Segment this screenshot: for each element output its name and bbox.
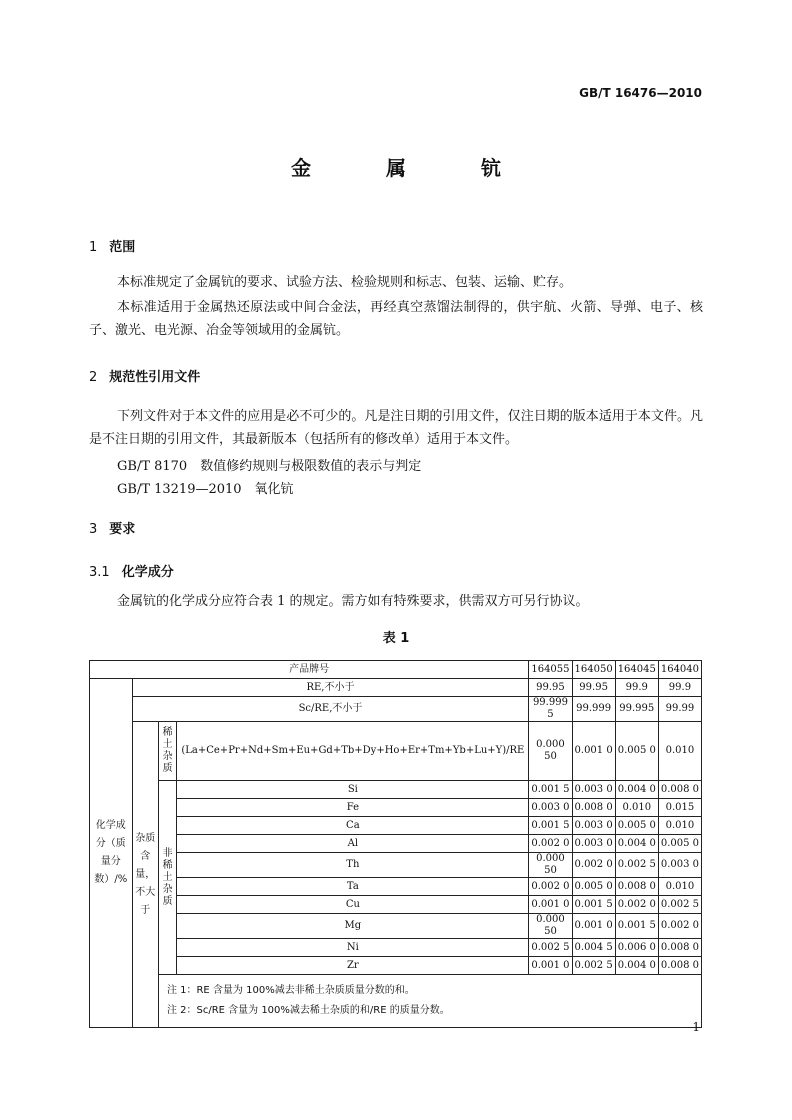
value-cell: 99.9 bbox=[615, 679, 658, 697]
value-cell: 0.008 0 bbox=[615, 878, 658, 896]
section-3-1-heading bbox=[89, 561, 174, 580]
table-row bbox=[90, 679, 702, 697]
re-impurity-formula: (La+Ce+Pr+Nd+Sm+Eu+Gd+Tb+Dy+Ho+Er+Tm+Yb+Lu+Y)/RE bbox=[177, 722, 529, 781]
element-cell: Fe bbox=[177, 799, 529, 817]
value-cell: 0.008 0 bbox=[658, 939, 701, 957]
composition-table bbox=[89, 660, 702, 1028]
section-1-title: 范围 bbox=[109, 240, 136, 255]
value-cell: 0.010 bbox=[615, 799, 658, 817]
value-cell: 0.001 5 bbox=[615, 914, 658, 939]
section-1-heading bbox=[89, 236, 135, 255]
section-3-1-title: 化学成分 bbox=[121, 565, 174, 580]
element-cell: Ni bbox=[177, 939, 529, 957]
header-label: 产品牌号 bbox=[90, 661, 529, 679]
table-row bbox=[90, 722, 702, 781]
grade-cell: 164055 bbox=[529, 661, 572, 679]
value-cell: 0.001 5 bbox=[529, 781, 572, 799]
value-cell: 0.000 50 bbox=[529, 853, 572, 878]
table-row bbox=[90, 878, 702, 896]
value-cell: 0.001 0 bbox=[572, 914, 615, 939]
row-label: RE,不小于 bbox=[132, 679, 529, 697]
value-cell: 0.001 0 bbox=[529, 957, 572, 975]
table-row bbox=[90, 914, 702, 939]
section-1-paragraph-2: 本标准适用于金属热还原法或中间合金法，再经真空蒸馏法制得的，供宇航、火箭、导弹、电子、核子、激光、电光源、冶金等领域用的金属钪。 bbox=[89, 300, 703, 338]
value-cell: 99.999 bbox=[572, 697, 615, 722]
value-cell: 0.002 0 bbox=[658, 914, 701, 939]
section-3-number: 3 bbox=[89, 522, 98, 537]
value-cell: 0.004 0 bbox=[615, 781, 658, 799]
value-cell: 0.008 0 bbox=[572, 799, 615, 817]
element-cell: Zr bbox=[177, 957, 529, 975]
element-cell: Ta bbox=[177, 878, 529, 896]
table-caption: 表 1 bbox=[382, 631, 410, 646]
section-1-paragraph-1: 本标准规定了金属钪的要求、试验方法、检验规则和标志、包装、运输、贮存。 bbox=[117, 275, 573, 290]
value-cell: 0.006 0 bbox=[615, 939, 658, 957]
element-cell: Cu bbox=[177, 896, 529, 914]
value-cell: 0.005 0 bbox=[615, 817, 658, 835]
standard-code: GB/T 16476—2010 bbox=[579, 86, 702, 100]
value-cell: 0.002 5 bbox=[658, 896, 701, 914]
value-cell: 0.001 5 bbox=[572, 896, 615, 914]
element-cell: Ca bbox=[177, 817, 529, 835]
document-title: 金 属 钪 bbox=[291, 156, 535, 180]
value-cell: 0.000 50 bbox=[529, 722, 572, 781]
value-cell: 99.995 bbox=[615, 697, 658, 722]
section-1-number: 1 bbox=[89, 240, 98, 255]
table-header-row bbox=[90, 661, 702, 679]
section-2-title: 规范性引用文件 bbox=[109, 370, 201, 385]
value-cell: 0.008 0 bbox=[658, 781, 701, 799]
impurity-label: 杂质含量，不大于 bbox=[132, 722, 158, 1028]
element-cell: Th bbox=[177, 853, 529, 878]
re-impurity-label: 稀土杂质 bbox=[158, 722, 176, 781]
value-cell: 99.999 5 bbox=[529, 697, 572, 722]
value-cell: 0.001 0 bbox=[529, 896, 572, 914]
value-cell: 0.004 0 bbox=[615, 835, 658, 853]
value-cell: 0.008 0 bbox=[658, 957, 701, 975]
value-cell: 0.002 0 bbox=[572, 853, 615, 878]
group-label: 化学成分（质量分数）/% bbox=[90, 679, 133, 1028]
reference-item: GB/T 8170 数值修约规则与极限数值的表示与判定 bbox=[117, 459, 422, 474]
table-row bbox=[90, 817, 702, 835]
value-cell: 0.010 bbox=[658, 817, 701, 835]
value-cell: 0.000 50 bbox=[529, 914, 572, 939]
value-cell: 0.005 0 bbox=[615, 722, 658, 781]
value-cell: 0.002 0 bbox=[615, 896, 658, 914]
table-note: 注 2：Sc/RE 含量为 100%减去稀土杂质的和/RE 的质量分数。 bbox=[166, 1005, 450, 1016]
value-cell: 0.010 bbox=[658, 722, 701, 781]
element-cell: Mg bbox=[177, 914, 529, 939]
element-cell: Al bbox=[177, 835, 529, 853]
section-2-number: 2 bbox=[89, 370, 98, 385]
row-label: Sc/RE,不小于 bbox=[132, 697, 529, 722]
table-row bbox=[90, 835, 702, 853]
value-cell: 0.003 0 bbox=[572, 835, 615, 853]
value-cell: 0.004 0 bbox=[615, 957, 658, 975]
value-cell: 99.9 bbox=[658, 679, 701, 697]
grade-cell: 164040 bbox=[658, 661, 701, 679]
table-row bbox=[90, 697, 702, 722]
value-cell: 0.002 5 bbox=[529, 939, 572, 957]
section-3-1-number: 3.1 bbox=[89, 565, 110, 580]
table-row bbox=[90, 939, 702, 957]
section-2-paragraph-1: 下列文件对于本文件的应用是必不可少的。凡是注日期的引用文件，仅注日期的版本适用于本文件。凡是不注日期的引用文件，其最新版本（包括所有的修改单）适用于本文件。 bbox=[89, 409, 703, 447]
grade-cell: 164050 bbox=[572, 661, 615, 679]
table-notes-row bbox=[90, 975, 702, 1028]
section-3-heading bbox=[89, 518, 135, 537]
value-cell: 0.003 0 bbox=[658, 853, 701, 878]
value-cell: 99.99 bbox=[658, 697, 701, 722]
table-row bbox=[90, 853, 702, 878]
value-cell: 99.95 bbox=[572, 679, 615, 697]
value-cell: 0.004 5 bbox=[572, 939, 615, 957]
section-3-title: 要求 bbox=[109, 522, 136, 537]
value-cell: 0.002 0 bbox=[529, 878, 572, 896]
table-note: 注 1：RE 含量为 100%减去非稀土杂质质量分数的和。 bbox=[166, 985, 415, 996]
value-cell: 0.003 0 bbox=[572, 781, 615, 799]
grade-cell: 164045 bbox=[615, 661, 658, 679]
table-row bbox=[90, 799, 702, 817]
value-cell: 0.010 bbox=[658, 878, 701, 896]
element-cell: Si bbox=[177, 781, 529, 799]
section-2-heading bbox=[89, 366, 200, 385]
table-row bbox=[90, 781, 702, 799]
value-cell: 0.015 bbox=[658, 799, 701, 817]
table-notes bbox=[158, 975, 701, 1028]
table-row bbox=[90, 896, 702, 914]
value-cell: 0.003 0 bbox=[529, 799, 572, 817]
reference-item: GB/T 13219—2010 氧化钪 bbox=[117, 482, 294, 497]
value-cell: 0.005 0 bbox=[658, 835, 701, 853]
value-cell: 99.95 bbox=[529, 679, 572, 697]
page-number: 1 bbox=[692, 1020, 700, 1034]
value-cell: 0.002 0 bbox=[529, 835, 572, 853]
value-cell: 0.005 0 bbox=[572, 878, 615, 896]
value-cell: 0.001 5 bbox=[529, 817, 572, 835]
value-cell: 0.002 5 bbox=[572, 957, 615, 975]
value-cell: 0.001 0 bbox=[572, 722, 615, 781]
section-3-1-paragraph: 金属钪的化学成分应符合表 1 的规定。需方如有特殊要求，供需双方可另行协议。 bbox=[117, 594, 589, 609]
value-cell: 0.003 0 bbox=[572, 817, 615, 835]
non-re-impurity-label: 非稀土杂质 bbox=[158, 781, 176, 975]
value-cell: 0.002 5 bbox=[615, 853, 658, 878]
table-row bbox=[90, 957, 702, 975]
